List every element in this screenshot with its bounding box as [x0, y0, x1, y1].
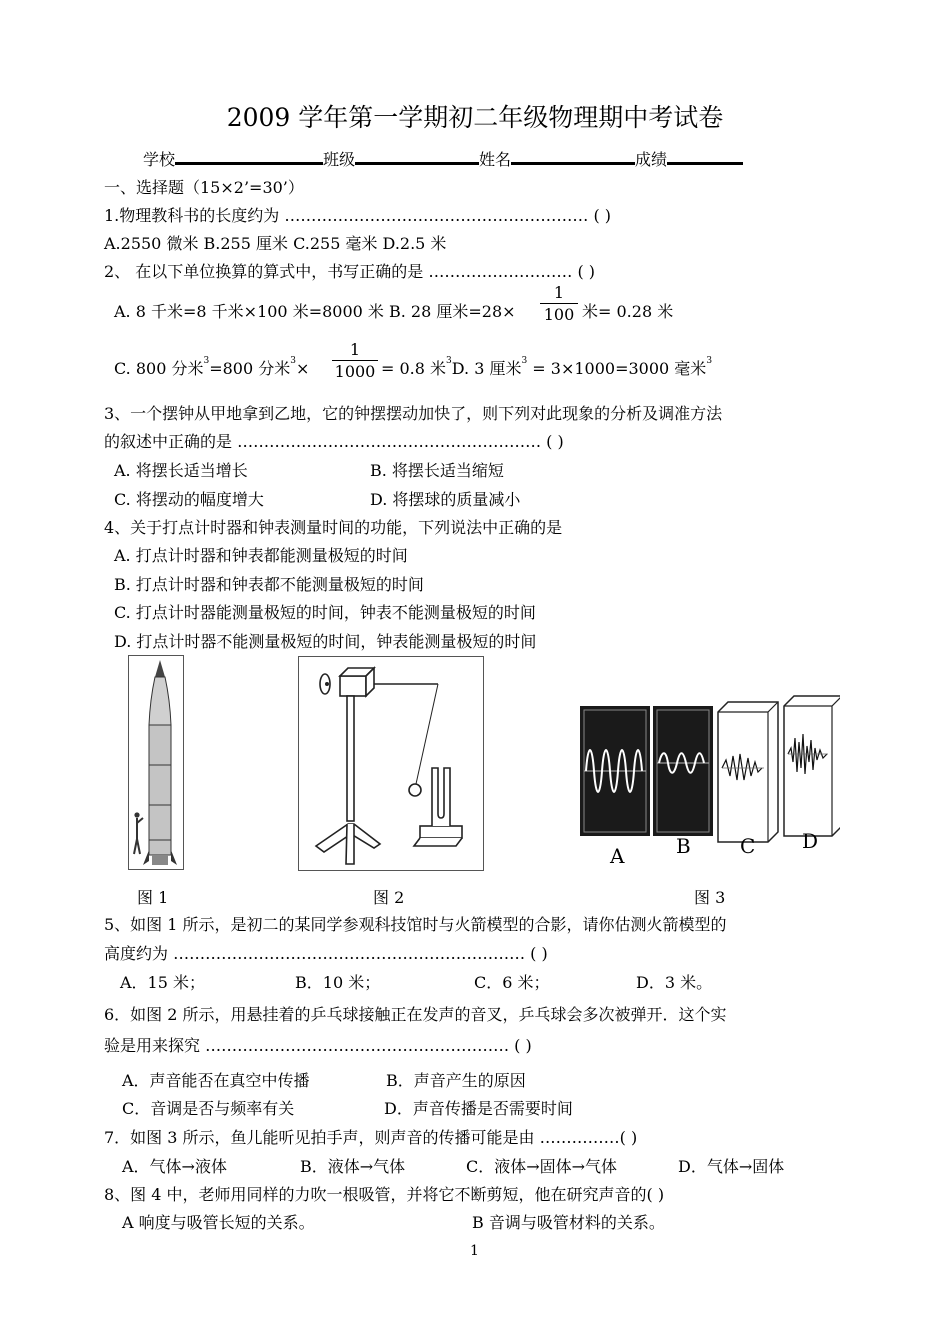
figure-3-caption: 图 3: [694, 888, 726, 907]
wave-label-c: C: [740, 834, 756, 858]
waveform-figure: [580, 688, 840, 878]
q2-option-b-right: 米= 0.28 米: [582, 302, 674, 321]
q2-c-result: = 0.8 米: [381, 359, 447, 378]
q7-option-c: C．液体→固体→气体: [466, 1157, 618, 1176]
q6-option-d: D．声音传播是否需要时间: [384, 1099, 573, 1118]
q5-option-d: D．3 米。: [636, 973, 713, 992]
page-number: 1: [470, 1243, 479, 1259]
score-blank[interactable]: [667, 146, 743, 165]
q5-stem-line2: 高度约为 ………………………………………………………… ( ): [104, 944, 548, 963]
q7-stem: 7．如图 3 所示，鱼儿能听见拍手声，则声音的传播可能是由 ……………( ): [104, 1128, 638, 1147]
q4-option-c: C. 打点计时器能测量极短的时间，钟表不能测量极短的时间: [114, 603, 536, 622]
rocket-figure: [128, 655, 184, 870]
q3-option-b: B. 将摆长适当缩短: [370, 461, 504, 480]
q2-option-cd: [114, 356, 309, 379]
q2-stem: 2、 在以下单位换算的算式中，书写正确的是 ……………………… ( ): [104, 262, 596, 281]
wave-panel-b: [653, 706, 713, 836]
class-label: 班级: [323, 150, 356, 169]
fraction-bar: [332, 360, 378, 361]
superscript-3: 3: [290, 356, 296, 366]
q6-option-a: A．声音能否在真空中传播: [122, 1071, 310, 1090]
q5-stem-line1: 5、如图 1 所示，是初二的某同学参观科技馆时与火箭模型的合影，请你估测火箭模型的: [104, 915, 727, 934]
q5-option-c: C．6 米；: [474, 973, 550, 992]
wave-label-d: D: [802, 829, 819, 853]
superscript-3: 3: [203, 356, 210, 366]
q4-option-a: A. 打点计时器和钟表都能测量极短的时间: [114, 546, 408, 565]
superscript-3: 3: [521, 356, 528, 366]
wave-label-a: A: [610, 844, 625, 868]
school-label: 学校: [143, 150, 176, 169]
q2-option-cd-right: [381, 356, 712, 379]
q7-option-d: D．气体→固体: [678, 1157, 785, 1176]
q2-fraction-1: [540, 283, 578, 324]
q8-option-a: A 响度与吸管长短的关系。: [122, 1213, 315, 1232]
fraction-bar: [540, 303, 578, 304]
q2-d-part2: = 3×1000=3000 毫米: [527, 359, 707, 378]
superscript-3: 3: [706, 356, 713, 366]
fraction-denominator: 1000: [334, 362, 376, 381]
q3-option-c: C. 将摆动的幅度增大: [114, 490, 264, 509]
fraction-numerator: 1: [349, 340, 361, 359]
q4-option-b: B. 打点计时器和钟表都不能测量极短的时间: [114, 575, 424, 594]
q3-stem-line2: 的叙述中正确的是 ………………………………………………… ( ): [104, 432, 564, 451]
q6-stem-line1: 6．如图 2 所示，用悬挂着的乒乓球接触正在发声的音叉，乒乓球会多次被弹开．这个实: [104, 1005, 727, 1024]
q2-c-times: ×: [296, 359, 310, 378]
q4-stem: 4、关于打点计时器和钟表测量时间的功能，下列说法中正确的是: [104, 518, 563, 537]
q1-options: A.2550 微米 B.255 厘米 C.255 毫米 D.2.5 米: [104, 234, 447, 253]
school-blank[interactable]: [175, 146, 323, 165]
q8-stem: 8、图 4 中，老师用同样的力吹一根吸管，并将它不断剪短，他在研究声音的( ): [104, 1185, 665, 1204]
superscript-3: 3: [446, 356, 452, 366]
q6-option-c: C．音调是否与频率有关: [122, 1099, 295, 1118]
name-label: 姓名: [479, 150, 512, 169]
q7-option-a: A．气体→液体: [122, 1157, 227, 1176]
q5-option-b: B．10 米；: [295, 973, 381, 992]
wave-panel-c: [718, 702, 778, 842]
score-label: 成绩: [635, 150, 668, 169]
q2-c-part1: C. 800 分米: [114, 359, 204, 378]
q3-option-a: A. 将摆长适当增长: [114, 461, 248, 480]
q5-option-a: A．15 米；: [120, 973, 206, 992]
q1-stem: 1.物理教科书的长度约为 ………………………………………………… ( ): [104, 206, 612, 225]
q2-c-part2: =800 分米: [209, 359, 291, 378]
figure-2-caption: 图 2: [373, 888, 405, 907]
section-heading: 一、选择题（15×2’=30’）: [104, 178, 304, 197]
exam-title: 2009 学年第一学期初二年级物理期中考试卷: [226, 103, 724, 132]
q2-d-part1: D. 3 厘米: [451, 359, 522, 378]
figure-1-caption: 图 1: [137, 888, 169, 907]
info-line: [143, 146, 743, 170]
fraction-denominator: 100: [543, 305, 575, 324]
q2-fraction-2: [332, 340, 378, 381]
q7-option-b: B．液体→气体: [300, 1157, 406, 1176]
class-blank[interactable]: [355, 146, 479, 165]
wave-label-b: B: [676, 834, 691, 858]
name-blank[interactable]: [511, 146, 635, 165]
q3-option-d: D. 将摆球的质量减小: [370, 490, 521, 509]
q6-option-b: B．声音产生的原因: [386, 1071, 526, 1090]
fraction-numerator: 1: [553, 283, 565, 302]
q8-option-b: B 音调与吸管材料的关系。: [472, 1213, 665, 1232]
q4-option-d: D. 打点计时器不能测量极短的时间，钟表能测量极短的时间: [114, 632, 537, 651]
q2-option-ab-left: A. 8 千米=8 千米×100 米=8000 米 B. 28 厘米=28×: [114, 302, 516, 321]
q6-stem-line2: 验是用来探究 ………………………………………………… ( ): [104, 1036, 532, 1055]
tuning-fork-figure: [298, 656, 484, 871]
q3-stem-line1: 3、一个摆钟从甲地拿到乙地，它的钟摆摆动加快了，则下列对此现象的分析及调准方法: [104, 404, 723, 423]
